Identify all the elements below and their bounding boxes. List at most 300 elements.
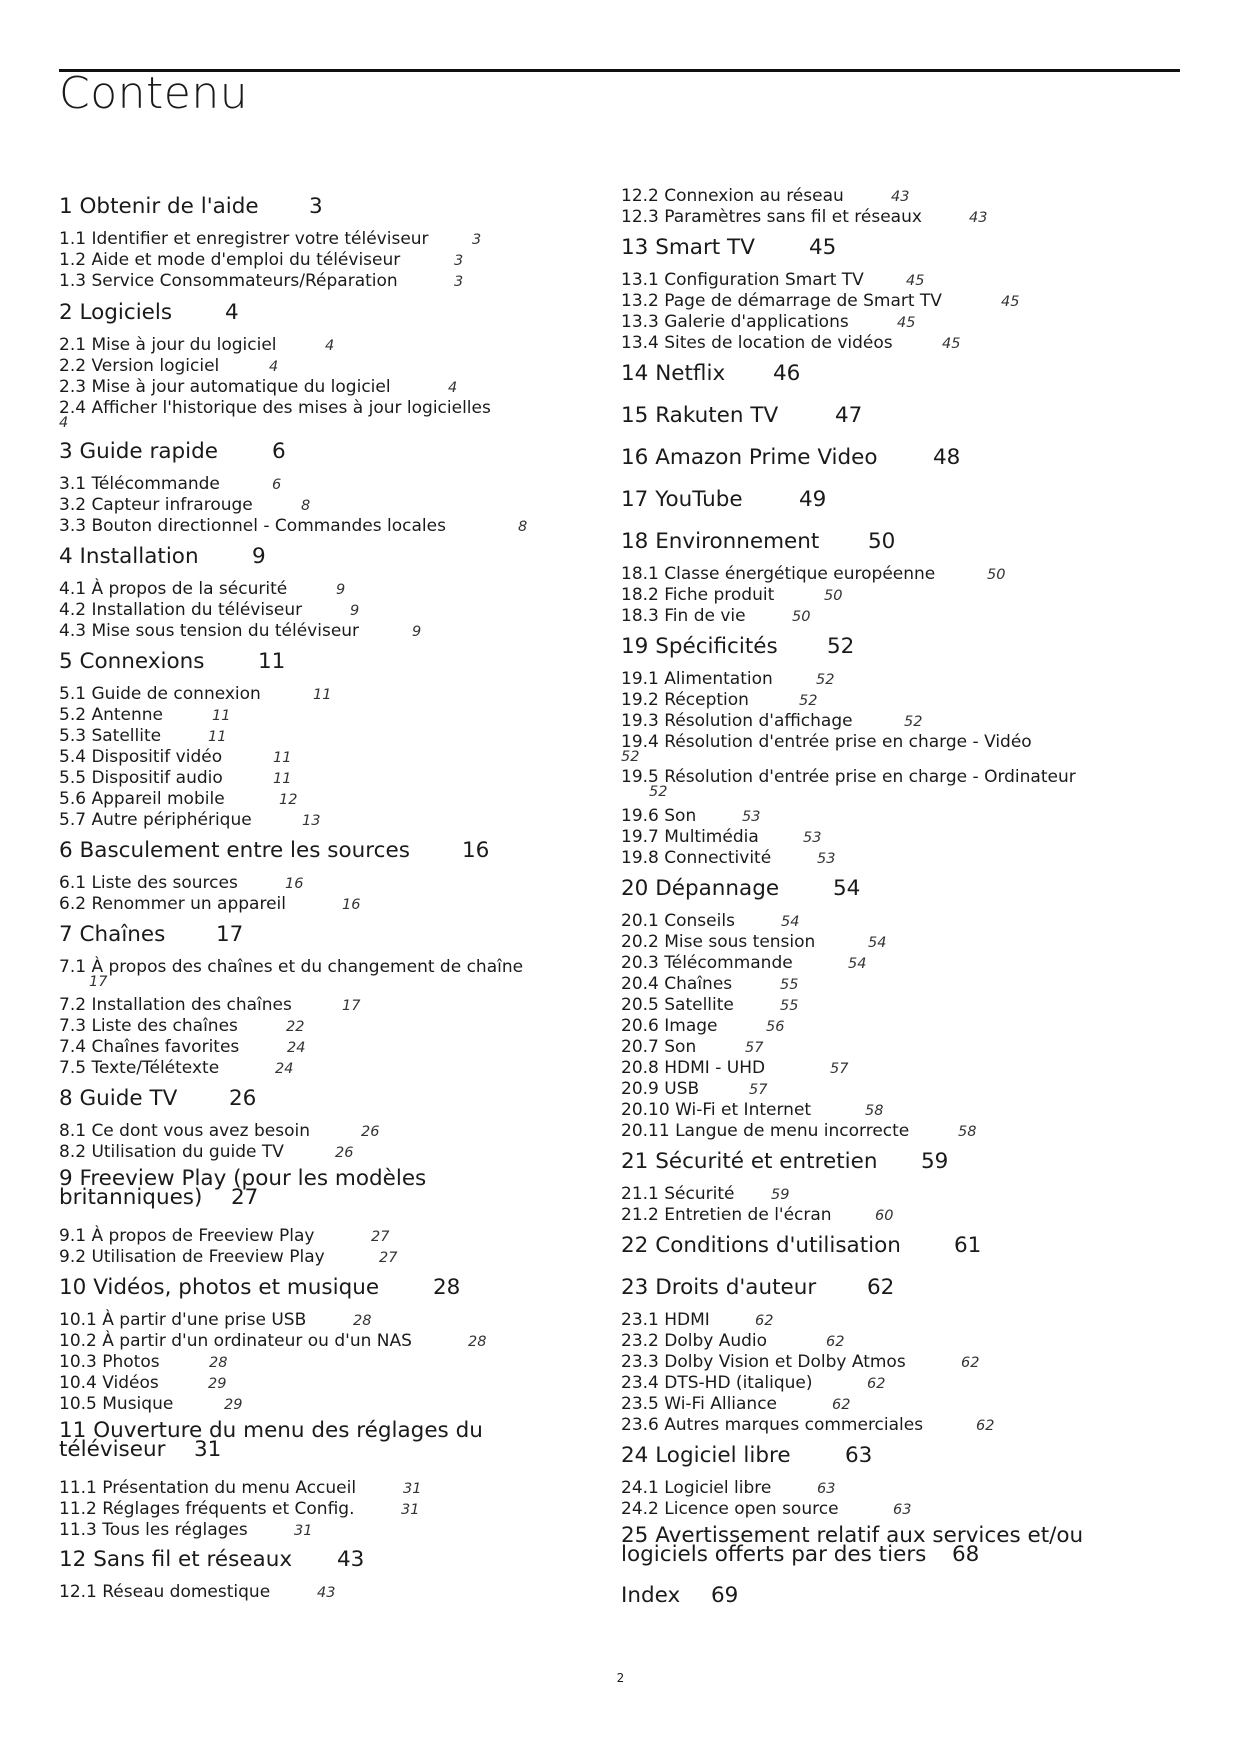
toc-entry-page: 27 <box>231 1185 259 1210</box>
toc-entry-label: 19 Spécificités <box>621 634 778 659</box>
toc-entry-label: 15 Rakuten TV <box>621 403 779 428</box>
toc-entry-page: 9 <box>336 582 346 598</box>
toc-entry-page: 43 <box>317 1585 336 1601</box>
toc-section-entry[interactable] <box>59 271 464 291</box>
toc-entry-page: 50 <box>987 567 1006 583</box>
toc-entry-label: 7.3 Liste des chaînes <box>59 1016 238 1036</box>
toc-entry-label: 11.3 Tous les réglages <box>59 1520 248 1540</box>
toc-section-entry[interactable] <box>59 1142 354 1162</box>
toc-entry-page: 17 <box>216 922 244 947</box>
toc-entry-page: 17 <box>89 974 108 990</box>
toc-entry-label: 5 Connexions <box>59 649 205 674</box>
toc-entry-label: 20.10 Wi-Fi et Internet <box>621 1100 812 1120</box>
toc-entry-page: 11 <box>313 687 332 703</box>
toc-section-entry[interactable] <box>59 1520 313 1540</box>
toc-entry-page: 43 <box>969 210 988 226</box>
toc-chapter-entry[interactable] <box>621 529 896 554</box>
toc-entry-page: 60 <box>875 1208 894 1224</box>
toc-section-entry[interactable] <box>621 1499 912 1519</box>
toc-entry-page: 62 <box>961 1355 980 1371</box>
toc-entry-label: 25 Avertissement relatif aux services et/ou <box>621 1523 1084 1548</box>
toc-entry-label: 17 YouTube <box>621 487 743 512</box>
toc-entry-label: 12.1 Réseau domestique <box>59 1582 271 1602</box>
toc-entry-page: 11 <box>258 649 286 674</box>
toc-entry-page: 31 <box>194 1437 222 1462</box>
toc-entry-label: 3.1 Télécommande <box>59 474 220 494</box>
toc-entry-page: 49 <box>799 487 827 512</box>
toc-chapter-entry[interactable] <box>59 1166 427 1210</box>
toc-entry-label: 1.3 Service Consommateurs/Réparation <box>59 271 398 291</box>
toc-entry-label: 4.3 Mise sous tension du téléviseur <box>59 621 360 641</box>
toc-entry-label: 10.1 À partir d'une prise USB <box>59 1310 307 1330</box>
toc-section-entry[interactable] <box>59 726 227 746</box>
toc-section-entry[interactable] <box>59 579 346 599</box>
toc-entry-label: 24 Logiciel libre <box>621 1443 791 1468</box>
toc-section-entry[interactable] <box>621 1016 785 1036</box>
toc-entry-page: 29 <box>208 1376 227 1392</box>
toc-entry-page: 63 <box>893 1502 912 1518</box>
toc-section-entry[interactable] <box>59 1037 306 1057</box>
toc-entry-label: 6.2 Renommer un appareil <box>59 894 286 914</box>
toc-section-entry[interactable] <box>59 516 528 536</box>
toc-entry-label: 6 Basculement entre les sources <box>59 838 410 863</box>
toc-entry-page: 46 <box>773 361 801 386</box>
toc-entry-label: 3.2 Capteur infrarouge <box>59 495 253 515</box>
toc-chapter-entry[interactable] <box>59 544 266 569</box>
toc-entry-page: 50 <box>792 609 811 625</box>
toc-section-entry[interactable] <box>621 186 910 206</box>
toc-section-entry[interactable] <box>59 1478 422 1498</box>
toc-entry-page: 11 <box>273 750 292 766</box>
toc-chapter-entry[interactable] <box>621 1275 895 1300</box>
toc-section-entry[interactable] <box>621 911 800 931</box>
toc-entry-label: 19.7 Multimédia <box>621 827 759 847</box>
toc-entry-label: 5.4 Dispositif vidéo <box>59 747 223 767</box>
toc-entry-page: 22 <box>286 1019 305 1035</box>
toc-section-entry[interactable] <box>621 690 818 710</box>
toc-entry-label: 13.2 Page de démarrage de Smart TV <box>621 291 942 311</box>
page-number: 2 <box>616 1671 625 1685</box>
toc-section-entry[interactable] <box>59 495 311 515</box>
toc-section-entry[interactable] <box>621 564 1006 584</box>
toc-entry-page: 53 <box>803 830 822 846</box>
toc-entry-label: 9 Freeview Play (pour les modèles <box>59 1166 427 1191</box>
toc-section-entry[interactable] <box>59 474 282 494</box>
toc-section-entry[interactable] <box>59 957 523 990</box>
toc-entry-page: 55 <box>780 998 799 1014</box>
toc-entry-label: 23.1 HDMI <box>621 1310 710 1330</box>
toc-entry-label: 9.2 Utilisation de Freeview Play <box>59 1247 325 1267</box>
toc-entry-page: 54 <box>868 935 887 951</box>
toc-entry-label: 5.5 Dispositif audio <box>59 768 223 788</box>
toc-entry-label: 7.4 Chaînes favorites <box>59 1037 240 1057</box>
toc-entry-page: 53 <box>742 809 761 825</box>
toc-section-entry[interactable] <box>59 873 304 893</box>
toc-entry-label: 20.3 Télécommande <box>621 953 793 973</box>
toc-chapter-entry[interactable] <box>621 361 801 386</box>
toc-entry-page: 26 <box>335 1145 354 1161</box>
toc-section-entry[interactable] <box>621 585 843 605</box>
toc-entry-label: 13.3 Galerie d'applications <box>621 312 849 332</box>
toc-section-entry[interactable] <box>621 291 1020 311</box>
toc-entry-page: 62 <box>867 1376 886 1392</box>
toc-section-entry[interactable] <box>59 705 231 725</box>
toc-chapter-entry[interactable] <box>621 403 863 428</box>
toc-chapter-entry[interactable] <box>59 922 244 947</box>
toc-chapter-entry[interactable] <box>59 439 286 464</box>
toc-section-entry[interactable] <box>59 1226 390 1246</box>
toc-section-entry[interactable] <box>621 932 887 952</box>
toc-entry-page: 9 <box>350 603 360 619</box>
toc-entry-page: 58 <box>958 1124 977 1140</box>
toc-entry-label: 8.1 Ce dont vous avez besoin <box>59 1121 310 1141</box>
toc-entry-label: 5.2 Antenne <box>59 705 163 725</box>
toc-section-entry[interactable] <box>59 995 361 1015</box>
toc-entry-page: 54 <box>781 914 800 930</box>
toc-entry-page: 28 <box>353 1313 372 1329</box>
toc-entry-label: 7.2 Installation des chaînes <box>59 995 292 1015</box>
toc-chapter-entry[interactable] <box>59 1086 257 1111</box>
toc-chapter-entry[interactable] <box>621 1443 873 1468</box>
toc-section-entry[interactable] <box>59 1016 305 1036</box>
toc-entry-page: 45 <box>809 235 837 260</box>
toc-chapter-entry[interactable] <box>621 1583 739 1608</box>
toc-entry-page: 13 <box>302 813 321 829</box>
toc-chapter-entry[interactable] <box>621 1523 1084 1567</box>
toc-entry-page: 45 <box>942 336 961 352</box>
toc-entry-label: 20.7 Son <box>621 1037 697 1057</box>
toc-entry-page: 16 <box>462 838 490 863</box>
toc-entry-label: 20.8 HDMI - UHD <box>621 1058 766 1078</box>
toc-section-entry[interactable] <box>621 1478 836 1498</box>
toc-entry-page: 17 <box>342 998 361 1014</box>
toc-section-entry[interactable] <box>621 848 836 868</box>
toc-chapter-entry[interactable] <box>59 1418 483 1462</box>
toc-section-entry[interactable] <box>621 669 835 689</box>
toc-section-entry[interactable] <box>59 1058 294 1078</box>
toc-section-entry[interactable] <box>59 684 332 704</box>
toc-entry-label: 12 Sans fil et réseaux <box>59 1547 293 1572</box>
toc-entry-page: 52 <box>621 749 640 765</box>
toc-entry-label: 11.1 Présentation du menu Accueil <box>59 1478 357 1498</box>
toc-entry-label: 10.2 À partir d'un ordinateur ou d'un NAS <box>59 1331 412 1351</box>
toc-entry-label: 18.3 Fin de vie <box>621 606 746 626</box>
toc-entry-label: 13.4 Sites de location de vidéos <box>621 333 893 353</box>
toc-section-entry[interactable] <box>59 621 422 641</box>
toc-entry-label: 8.2 Utilisation du guide TV <box>59 1142 284 1162</box>
toc-entry-label: 20.4 Chaînes <box>621 974 733 994</box>
toc-chapter-entry[interactable] <box>59 300 239 325</box>
toc-entry-page: 31 <box>403 1481 422 1497</box>
toc-section-entry[interactable] <box>621 1331 845 1351</box>
toc-entry-label: 1.1 Identifier et enregistrer votre téléviseur <box>59 229 429 249</box>
toc-section-entry[interactable] <box>59 747 292 767</box>
toc-entry-label: 5.7 Autre périphérique <box>59 810 252 830</box>
toc-entry-page: 31 <box>401 1502 420 1518</box>
toc-section-entry[interactable] <box>621 995 799 1015</box>
toc-entry-label: 2.1 Mise à jour du logiciel <box>59 335 277 355</box>
toc-section-entry[interactable] <box>621 767 1076 800</box>
toc-chapter-entry[interactable] <box>621 445 961 470</box>
toc-entry-page: 27 <box>379 1250 398 1266</box>
toc-entry-page: 69 <box>711 1583 739 1608</box>
toc-section-entry[interactable] <box>621 806 761 826</box>
toc-entry-label: 21.1 Sécurité <box>621 1184 735 1204</box>
toc-entry-label: 8 Guide TV <box>59 1086 178 1111</box>
toc-entry-label: 11 Ouverture du menu des réglages du <box>59 1418 483 1443</box>
toc-entry-page: 11 <box>273 771 292 787</box>
toc-section-entry[interactable] <box>59 398 491 431</box>
toc-entry-label: 20 Dépannage <box>621 876 780 901</box>
toc-entry-page: 8 <box>301 498 311 514</box>
toc-entry-page: 27 <box>371 1229 390 1245</box>
toc-entry-label: 3 Guide rapide <box>59 439 218 464</box>
toc-section-entry[interactable] <box>621 312 916 332</box>
toc-entry-label: 13.1 Configuration Smart TV <box>621 270 864 290</box>
toc-section-entry[interactable] <box>59 1310 372 1330</box>
toc-entry-label: 23.5 Wi-Fi Alliance <box>621 1394 778 1414</box>
toc-section-entry[interactable] <box>621 270 925 290</box>
toc-entry-page: 45 <box>1001 294 1020 310</box>
toc-section-entry[interactable] <box>621 1373 886 1393</box>
toc-section-entry[interactable] <box>59 335 335 355</box>
toc-entry-label: 22 Conditions d'utilisation <box>621 1233 901 1258</box>
toc-entry-label: 20.2 Mise sous tension <box>621 932 816 952</box>
toc-entry-label: 10.3 Photos <box>59 1352 160 1372</box>
toc-entry-label: 20.6 Image <box>621 1016 718 1036</box>
toc-entry-label: 4.1 À propos de la sécurité <box>59 579 288 599</box>
toc-chapter-entry[interactable] <box>59 649 286 674</box>
toc-entry-page: 68 <box>952 1542 980 1567</box>
toc-entry-label: 10.5 Musique <box>59 1394 174 1414</box>
toc-entry-page: 3 <box>309 194 323 219</box>
toc-entry-label: 18.1 Classe énergétique européenne <box>621 564 936 584</box>
toc-section-entry[interactable] <box>621 1079 768 1099</box>
toc-entry-label: 20.5 Satellite <box>621 995 734 1015</box>
toc-entry-page: 26 <box>361 1124 380 1140</box>
toc-section-entry[interactable] <box>59 229 482 249</box>
toc-entry-page: 50 <box>868 529 896 554</box>
toc-entry-label: 20.9 USB <box>621 1079 700 1099</box>
toc-entry-page: 12 <box>279 792 298 808</box>
toc-section-entry[interactable] <box>621 1415 995 1435</box>
toc-section-entry[interactable] <box>621 333 961 353</box>
toc-section-entry[interactable] <box>59 1247 398 1267</box>
toc-section-entry[interactable] <box>621 953 867 973</box>
toc-entry-label: Index <box>621 1583 681 1608</box>
toc-entry-page: 52 <box>816 672 835 688</box>
toc-entry-label: 7.1 À propos des chaînes et du changement de chaîne <box>59 957 524 977</box>
toc-entry-label: 19.5 Résolution d'entrée prise en charge - Ordinateur <box>621 767 1076 787</box>
toc-entry-page: 26 <box>229 1086 257 1111</box>
toc-entry-page: 9 <box>252 544 266 569</box>
toc-entry-page: 53 <box>817 851 836 867</box>
toc-chapter-entry[interactable] <box>59 194 323 219</box>
toc-entry-page: 11 <box>208 729 227 745</box>
toc-section-entry[interactable] <box>621 1352 980 1372</box>
toc-entry-page: 4 <box>448 380 458 396</box>
toc-entry-page: 57 <box>745 1040 764 1056</box>
toc-entry-page: 29 <box>224 1397 243 1413</box>
toc-section-entry[interactable] <box>59 810 321 830</box>
toc-entry-label: 21.2 Entretien de l'écran <box>621 1205 832 1225</box>
toc-entry-page: 16 <box>285 876 304 892</box>
toc-entry-page: 28 <box>433 1275 461 1300</box>
toc-entry-page: 55 <box>780 977 799 993</box>
toc-section-entry[interactable] <box>59 894 361 914</box>
toc-chapter-entry[interactable] <box>621 634 855 659</box>
toc-section-entry[interactable] <box>621 1394 851 1414</box>
toc-entry-label: 23.6 Autres marques commerciales <box>621 1415 924 1435</box>
toc-entry-page: 3 <box>472 232 482 248</box>
toc-chapter-entry[interactable] <box>621 876 861 901</box>
toc-entry-label: 23 Droits d'auteur <box>621 1275 817 1300</box>
toc-entry-page: 63 <box>817 1481 836 1497</box>
toc-entry-label: 24.1 Logiciel libre <box>621 1478 772 1498</box>
toc-section-entry[interactable] <box>59 600 360 620</box>
toc-entry-page: 9 <box>412 624 422 640</box>
toc-section-entry[interactable] <box>59 789 298 809</box>
toc-section-entry[interactable] <box>59 1499 420 1519</box>
toc-entry-label: 20.1 Conseils <box>621 911 735 931</box>
toc-entry-page: 62 <box>976 1418 995 1434</box>
toc-section-entry[interactable] <box>621 606 811 626</box>
toc-chapter-entry[interactable] <box>621 1149 949 1174</box>
toc-entry-page: 43 <box>337 1547 365 1572</box>
toc-chapter-entry[interactable] <box>621 235 837 260</box>
toc-section-entry[interactable] <box>59 1373 227 1393</box>
toc-entry-page: 57 <box>830 1061 849 1077</box>
toc-entry-label: 14 Netflix <box>621 361 726 386</box>
toc-entry-label: 9.1 À propos de Freeview Play <box>59 1226 315 1246</box>
toc-entry-page: 47 <box>835 403 863 428</box>
toc-entry-page: 52 <box>904 714 923 730</box>
toc-chapter-entry[interactable] <box>621 487 827 512</box>
toc-entry-page: 59 <box>771 1187 790 1203</box>
toc-section-entry[interactable] <box>59 768 292 788</box>
toc-chapter-entry[interactable] <box>59 1547 365 1572</box>
toc-entry-page: 58 <box>865 1103 884 1119</box>
toc-section-entry[interactable] <box>621 711 923 731</box>
toc-entry-page: 52 <box>649 784 668 800</box>
toc-entry-label: 6.1 Liste des sources <box>59 873 238 893</box>
toc-entry-label: 24.2 Licence open source <box>621 1499 839 1519</box>
toc-section-entry[interactable] <box>621 827 822 847</box>
toc-entry-page: 48 <box>933 445 961 470</box>
toc-entry-label: 12.3 Paramètres sans fil et réseaux <box>621 207 922 227</box>
toc-entry-page: 28 <box>209 1355 228 1371</box>
toc-entry-label: 18 Environnement <box>621 529 820 554</box>
toc-section-entry[interactable] <box>59 1394 243 1414</box>
toc-entry-page: 62 <box>867 1275 895 1300</box>
toc-section-entry[interactable] <box>59 356 279 376</box>
toc-section-entry[interactable] <box>621 974 799 994</box>
toc-entry-page: 52 <box>799 693 818 709</box>
toc-chapter-entry[interactable] <box>59 838 490 863</box>
toc-entry-page: 50 <box>824 588 843 604</box>
toc-section-entry[interactable] <box>59 250 464 270</box>
toc-section-entry[interactable] <box>621 207 988 227</box>
toc-entry-label: 10 Vidéos, photos et musique <box>59 1275 380 1300</box>
toc-entry-label: 5.6 Appareil mobile <box>59 789 225 809</box>
toc-entry-label: 19.2 Réception <box>621 690 749 710</box>
toc-entry-label: 10.4 Vidéos <box>59 1373 159 1393</box>
toc-entry-label: 13 Smart TV <box>621 235 755 260</box>
toc-section-entry[interactable] <box>621 1310 774 1330</box>
toc-entry-page: 6 <box>272 477 282 493</box>
toc-entry-page: 4 <box>269 359 279 375</box>
toc-entry-page: 57 <box>749 1082 768 1098</box>
toc-entry-page: 24 <box>275 1061 294 1077</box>
toc-entry-label: 23.4 DTS-HD (italique) <box>621 1373 813 1393</box>
toc-entry-label: 19.6 Son <box>621 806 697 826</box>
toc-entry-page: 61 <box>954 1233 982 1258</box>
toc-entry-label: 5.1 Guide de connexion <box>59 684 261 704</box>
toc-entry-page: 8 <box>518 519 528 535</box>
toc-section-entry[interactable] <box>59 1121 380 1141</box>
toc-entry-label: 19.1 Alimentation <box>621 669 773 689</box>
toc-entry-page: 62 <box>755 1313 774 1329</box>
toc-entry-label: 12.2 Connexion au réseau <box>621 186 844 206</box>
toc-section-entry[interactable] <box>621 1184 790 1204</box>
toc-entry-page: 45 <box>906 273 925 289</box>
toc-entry-page: 45 <box>897 315 916 331</box>
toc-entry-label: 1.2 Aide et mode d'emploi du téléviseur <box>59 250 401 270</box>
toc-section-entry[interactable] <box>621 1100 884 1120</box>
toc-section-entry[interactable] <box>59 1582 336 1602</box>
toc-entry-page: 28 <box>468 1334 487 1350</box>
toc-chapter-entry[interactable] <box>621 1233 982 1258</box>
toc-entry-page: 52 <box>827 634 855 659</box>
toc-section-entry[interactable] <box>621 1058 849 1078</box>
toc-section-entry[interactable] <box>59 1352 228 1372</box>
toc-entry-label: 19.3 Résolution d'affichage <box>621 711 853 731</box>
toc-entry-page: 43 <box>891 189 910 205</box>
toc-section-entry[interactable] <box>621 732 1032 765</box>
toc-entry-label: 23.3 Dolby Vision et Dolby Atmos <box>621 1352 906 1372</box>
toc-entry-label: 2 Logiciels <box>59 300 173 325</box>
toc-section-entry[interactable] <box>621 1121 977 1141</box>
toc-entry-label: 19.8 Connectivité <box>621 848 772 868</box>
toc-entry-page: 54 <box>848 956 867 972</box>
toc-entry-label: 20.11 Langue de menu incorrecte <box>621 1121 910 1141</box>
toc-section-entry[interactable] <box>621 1037 764 1057</box>
toc-entry-label: 18.2 Fiche produit <box>621 585 775 605</box>
toc-entry-label: 5.3 Satellite <box>59 726 162 746</box>
toc-entry-page: 54 <box>833 876 861 901</box>
page-title: Contenu <box>59 68 249 119</box>
toc-entry-label: 23.2 Dolby Audio <box>621 1331 768 1351</box>
toc-entry-page: 4 <box>59 415 69 431</box>
toc-section-entry[interactable] <box>59 1331 487 1351</box>
toc-entry-page: 31 <box>294 1523 313 1539</box>
toc-entry-label: 19.4 Résolution d'entrée prise en charge - Vidéo <box>621 732 1032 752</box>
toc-entry-page: 4 <box>325 338 335 354</box>
toc-entry-page: 16 <box>342 897 361 913</box>
toc-chapter-entry[interactable] <box>59 1275 461 1300</box>
toc-entry-page: 11 <box>212 708 231 724</box>
toc-entry-label: 21 Sécurité et entretien <box>621 1149 878 1174</box>
toc-entry-page: 56 <box>766 1019 785 1035</box>
toc-entry-label: 3.3 Bouton directionnel - Commandes locales <box>59 516 446 536</box>
toc-entry-label: 4 Installation <box>59 544 199 569</box>
toc-entry-label-continued: téléviseur <box>59 1437 166 1462</box>
toc-entry-label: 4.2 Installation du téléviseur <box>59 600 303 620</box>
toc-entry-label: 2.4 Afficher l'historique des mises à jour logicielles <box>59 398 491 418</box>
toc-section-entry[interactable] <box>621 1205 894 1225</box>
toc-section-entry[interactable] <box>59 377 458 397</box>
toc-entry-page: 62 <box>826 1334 845 1350</box>
